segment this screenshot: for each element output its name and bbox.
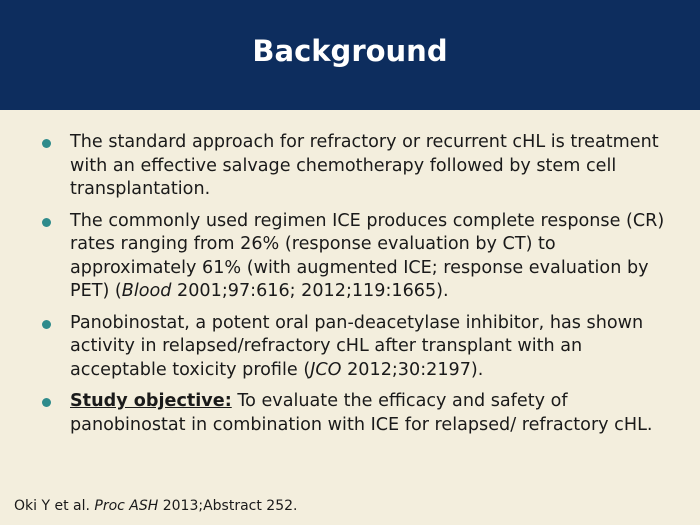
- bullet-item: [42, 312, 668, 383]
- journal-name: Blood: [121, 281, 172, 301]
- footer-authors: Oki Y et al.: [14, 498, 95, 514]
- bullet-text-before: Panobinostat, a potent oral pan-deacetylase inhibitor, has shown activity in relapsed/refractory cHL after transplant with an acceptable toxicity profile (: [70, 312, 644, 380]
- bullet-text-before: The commonly used regimen ICE produces complete response (CR) rates ranging from 26% (response evaluation by CT) to approximately 61% (with augmented ICE; response evaluation by PET) (: [70, 210, 665, 301]
- journal-name: JCO: [310, 359, 342, 380]
- bullet-item: [42, 390, 668, 437]
- footer-journal: Proc ASH: [94, 498, 159, 514]
- bullet-text: [70, 211, 664, 302]
- bullet-dot-icon: [42, 139, 51, 148]
- bullet-text-after: 2012;30:2197).: [341, 359, 484, 380]
- bullet-item: [42, 210, 668, 304]
- bullet-list: [42, 131, 668, 445]
- bullet-text: [70, 391, 652, 435]
- bullet-dot-icon: [42, 320, 51, 329]
- slide-header: [0, 0, 700, 110]
- slide-title: Background: [252, 34, 448, 68]
- bullet-text: The standard approach for refractory or recurrent cHL is treatment with an effective salvage chemotherapy followed by stem cell transplantation.: [70, 132, 659, 199]
- bullet-item: [42, 131, 668, 202]
- bullet-dot-icon: [42, 398, 51, 407]
- study-objective-text: To evaluate the efficacy and safety of panobinostat in combination with ICE for relapsed/ refractory cHL.: [70, 391, 653, 435]
- citation-footer: [14, 498, 297, 514]
- study-objective-label: Study objective:: [70, 391, 232, 411]
- bullet-text: [70, 313, 643, 380]
- bullet-text-after: 2001;97:616; 2012;119:1665).: [171, 281, 449, 301]
- bullet-dot-icon: [42, 218, 51, 227]
- footer-details: 2013;Abstract 252.: [158, 498, 298, 514]
